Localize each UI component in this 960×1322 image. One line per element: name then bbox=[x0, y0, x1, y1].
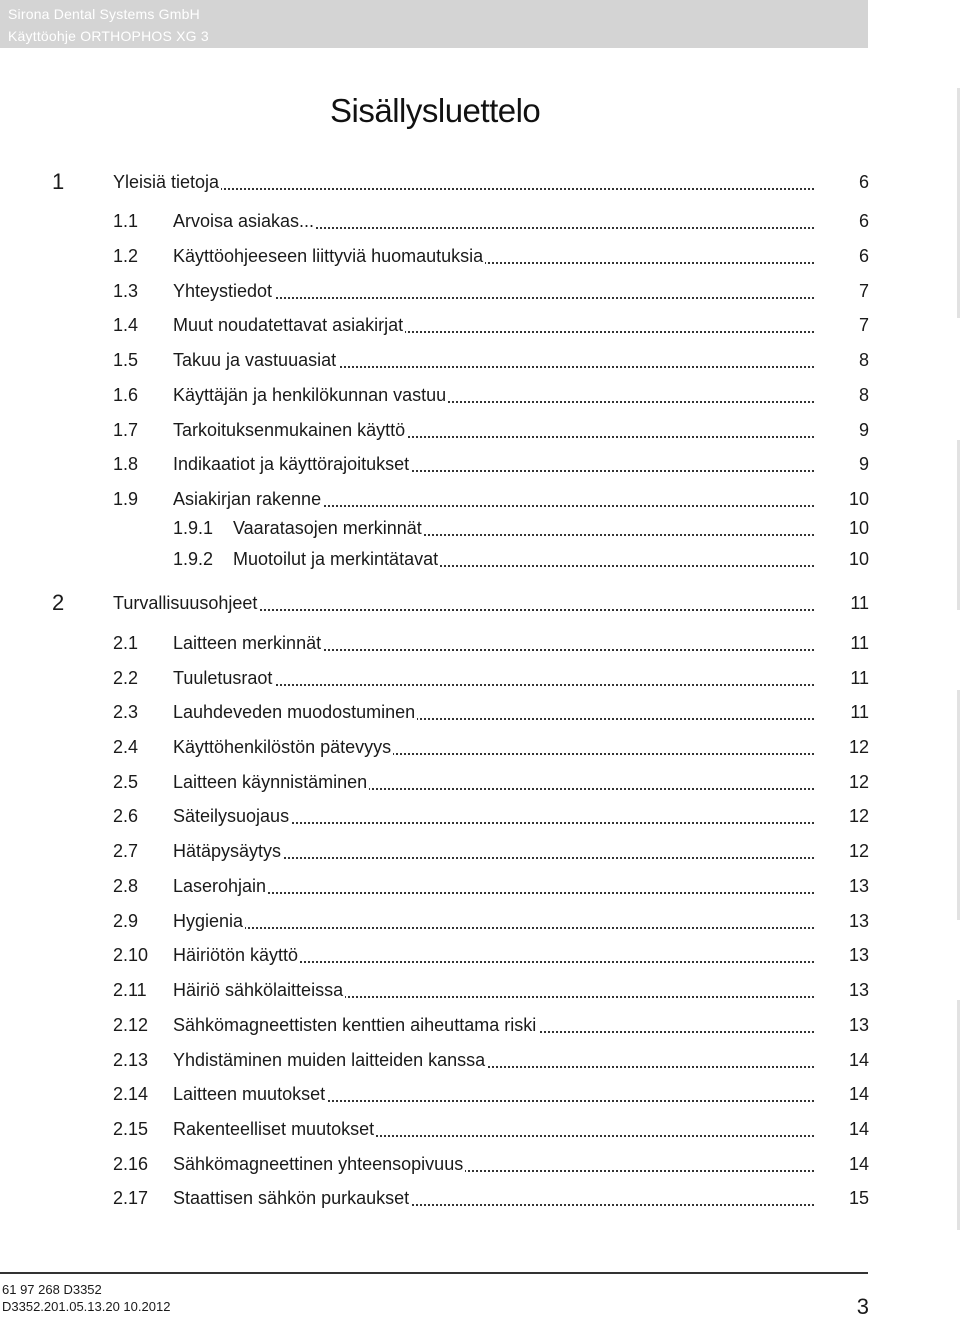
toc-entry-label: Lauhdeveden muodostuminen bbox=[173, 702, 416, 722]
toc-entry[interactable] bbox=[0, 347, 960, 373]
toc-page-number: 11 bbox=[850, 593, 869, 613]
toc-entry-label: Laitteen merkinnät bbox=[173, 633, 322, 653]
toc-page-number: 14 bbox=[848, 1119, 869, 1139]
toc-page-number: 14 bbox=[848, 1050, 869, 1070]
toc-page-number: 13 bbox=[848, 945, 869, 965]
toc-entry-label: Tarkoituksenmukainen käyttö bbox=[173, 420, 406, 440]
toc-page-number: 12 bbox=[848, 772, 869, 792]
section-number: 2.10 bbox=[113, 945, 149, 965]
toc-entry-label: Staattisen sähkön purkaukset bbox=[173, 1188, 410, 1208]
toc-page-number: 6 bbox=[858, 172, 869, 192]
section-number: 2.11 bbox=[113, 980, 147, 1000]
section-number: 2.9 bbox=[113, 911, 139, 931]
section-number: 2.1 bbox=[113, 633, 139, 653]
toc-entry[interactable] bbox=[0, 382, 960, 408]
section-number: 2.7 bbox=[113, 841, 139, 861]
toc-entry-label: Laserohjain bbox=[173, 876, 267, 896]
manual-title: Käyttöohje ORTHOPHOS XG 3 bbox=[8, 28, 209, 44]
toc-entry[interactable] bbox=[0, 486, 960, 512]
section-number: 1.1 bbox=[113, 211, 139, 231]
toc-entry-label: Tuuletusraot bbox=[173, 668, 273, 688]
section-number: 2.15 bbox=[113, 1119, 149, 1139]
section-number: 1.8 bbox=[113, 454, 139, 474]
toc-entry[interactable] bbox=[0, 243, 960, 269]
toc-entry-label: Indikaatiot ja käyttörajoitukset bbox=[173, 454, 410, 474]
toc-entry-label: Häiriötön käyttö bbox=[173, 945, 299, 965]
section-number: 2.12 bbox=[113, 1015, 149, 1035]
section-number: 2.6 bbox=[113, 806, 139, 826]
toc-entry-label: Sähkömagneettinen yhteensopivuus bbox=[173, 1154, 464, 1174]
toc-entry-label: Sähkömagneettisten kenttien aiheuttama riski bbox=[173, 1015, 537, 1035]
toc-entry-label: Käyttäjän ja henkilökunnan vastuu bbox=[173, 385, 447, 405]
page-title: Sisällysluettelo bbox=[330, 92, 541, 129]
section-number: 2.5 bbox=[113, 772, 139, 792]
toc-entry[interactable] bbox=[0, 1151, 960, 1177]
toc-entry[interactable] bbox=[0, 1116, 960, 1142]
section-number: 1.2 bbox=[113, 246, 139, 266]
section-number: 1.9 bbox=[113, 489, 139, 509]
section-number: 2.17 bbox=[113, 1188, 149, 1208]
toc-page-number: 10 bbox=[848, 549, 869, 569]
toc-entry-label: Hygienia bbox=[173, 911, 244, 931]
toc-entry[interactable] bbox=[0, 908, 960, 934]
toc-page-number: 12 bbox=[848, 806, 869, 826]
section-number: 1.3 bbox=[113, 281, 139, 301]
toc-entry-label: Laitteen muutokset bbox=[173, 1084, 326, 1104]
toc-entry-label: Vaaratasojen merkinnät bbox=[233, 518, 422, 538]
section-number: 2.3 bbox=[113, 702, 139, 722]
toc-entry[interactable] bbox=[0, 546, 960, 572]
toc-entry[interactable] bbox=[0, 169, 960, 195]
toc-entry[interactable] bbox=[0, 942, 960, 968]
toc-entry[interactable] bbox=[0, 451, 960, 477]
toc-entry[interactable] bbox=[0, 590, 960, 616]
toc-entry[interactable] bbox=[0, 312, 960, 338]
toc-page-number: 8 bbox=[858, 385, 869, 405]
toc-page-number: 14 bbox=[848, 1084, 869, 1104]
footer-page-number: 3 bbox=[856, 1294, 869, 1319]
section-number: 1.4 bbox=[113, 315, 139, 335]
toc-entry-label: Laitteen käynnistäminen bbox=[173, 772, 368, 792]
footer-divider bbox=[0, 1272, 868, 1274]
footer-doc-code: D3352.201.05.13.20 10.2012 bbox=[2, 1299, 171, 1314]
toc-entry-label: Häiriö sähkölaitteissa bbox=[173, 980, 344, 1000]
footer-doc-number: 61 97 268 D3352 bbox=[2, 1282, 102, 1297]
toc-entry-label: Asiakirjan rakenne bbox=[173, 489, 322, 509]
toc-page-number: 15 bbox=[848, 1188, 869, 1208]
toc-entry[interactable] bbox=[0, 278, 960, 304]
toc-entry[interactable] bbox=[0, 1047, 960, 1073]
toc-entry[interactable] bbox=[0, 977, 960, 1003]
toc-entry-label: Käyttöohjeeseen liittyviä huomautuksia bbox=[173, 246, 484, 266]
section-number: 2.8 bbox=[113, 876, 139, 896]
toc-page-number: 7 bbox=[858, 315, 869, 335]
toc-entry[interactable] bbox=[0, 734, 960, 760]
toc-entry-label: Yhdistäminen muiden laitteiden kanssa bbox=[173, 1050, 486, 1070]
toc-entry[interactable] bbox=[0, 1185, 960, 1211]
toc-entry-label: Arvoisa asiakas... bbox=[173, 211, 315, 231]
section-number: 2.16 bbox=[113, 1154, 149, 1174]
section-number: 1.6 bbox=[113, 385, 139, 405]
toc-entry-label: Turvallisuusohjeet bbox=[113, 593, 258, 613]
section-number: 1.7 bbox=[113, 420, 139, 440]
toc-page-number: 13 bbox=[848, 911, 869, 931]
toc-entry[interactable] bbox=[0, 630, 960, 656]
toc-entry[interactable] bbox=[0, 417, 960, 443]
toc-page-number: 10 bbox=[848, 489, 869, 509]
toc-page-number: 11 bbox=[850, 633, 869, 653]
company-name: Sirona Dental Systems GmbH bbox=[8, 6, 200, 22]
toc-entry[interactable] bbox=[0, 1012, 960, 1038]
toc-entry[interactable] bbox=[0, 1081, 960, 1107]
section-number: 1.9.2 bbox=[173, 549, 214, 569]
toc-page-number: 9 bbox=[858, 454, 869, 474]
toc-page-number: 12 bbox=[848, 737, 869, 757]
toc-page-number: 13 bbox=[848, 876, 869, 896]
section-number: 2.14 bbox=[113, 1084, 149, 1104]
toc-page-number: 10 bbox=[848, 518, 869, 538]
toc-page-number: 9 bbox=[858, 420, 869, 440]
toc-entry-label: Takuu ja vastuuasiat bbox=[173, 350, 337, 370]
toc-entry[interactable] bbox=[0, 803, 960, 829]
toc-entry[interactable] bbox=[0, 515, 960, 541]
toc-entry-label: Hätäpysäytys bbox=[173, 841, 282, 861]
section-number: 2.13 bbox=[113, 1050, 149, 1070]
section-number: 2.4 bbox=[113, 737, 139, 757]
toc-entry-label: Muotoilut ja merkintätavat bbox=[233, 549, 439, 569]
toc-entry[interactable] bbox=[0, 208, 960, 234]
toc-entry[interactable] bbox=[0, 665, 960, 691]
toc-page-number: 14 bbox=[848, 1154, 869, 1174]
toc-entry-label: Yhteystiedot bbox=[173, 281, 273, 301]
toc-entry-label: Rakenteelliset muutokset bbox=[173, 1119, 375, 1139]
toc-entry-label: Muut noudatettavat asiakirjat bbox=[173, 315, 404, 335]
toc-page-number: 13 bbox=[848, 1015, 869, 1035]
chapter-number: 1 bbox=[52, 169, 65, 194]
toc-entry-label: Käyttöhenkilöstön pätevyys bbox=[173, 737, 392, 757]
section-number: 1.5 bbox=[113, 350, 139, 370]
toc-page-number: 13 bbox=[848, 980, 869, 1000]
toc-entry[interactable] bbox=[0, 769, 960, 795]
chapter-number: 2 bbox=[52, 590, 65, 615]
toc-entry-label: Säteilysuojaus bbox=[173, 806, 290, 826]
toc-page-number: 6 bbox=[858, 211, 869, 231]
toc-page-number: 12 bbox=[848, 841, 869, 861]
section-number: 2.2 bbox=[113, 668, 139, 688]
toc-entry[interactable] bbox=[0, 699, 960, 725]
toc-page-number: 11 bbox=[850, 668, 869, 688]
toc-entry[interactable] bbox=[0, 873, 960, 899]
toc-page-number: 6 bbox=[858, 246, 869, 266]
toc-page-number: 11 bbox=[850, 702, 869, 722]
toc-entry[interactable] bbox=[0, 838, 960, 864]
toc-entry-label: Yleisiä tietoja bbox=[113, 172, 220, 192]
toc-page-number: 8 bbox=[858, 350, 869, 370]
toc-page-number: 7 bbox=[858, 281, 869, 301]
section-number: 1.9.1 bbox=[173, 518, 214, 538]
